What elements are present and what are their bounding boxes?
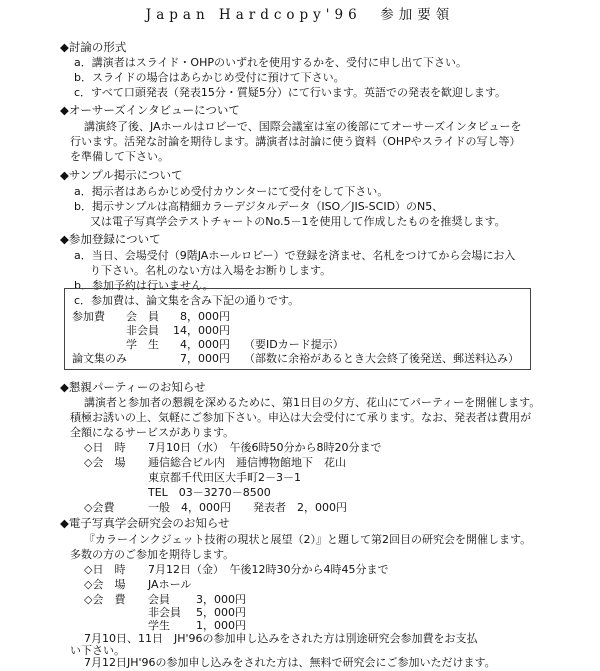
fee-category-student: 学 生 xyxy=(126,338,159,351)
seminar-note-line-1: 7月10日、11日 JH'96の参加申し込みをされた方は別途研究会参加費をお支払 xyxy=(84,632,478,645)
interview-text-line-1: 講演終了後、JAホールはロビーで、国際会議室は室の後部にてオーサーズインタビューを xyxy=(84,120,522,133)
discussion-item-a: a．講演者はスライド・OHPのいずれを使用するかを、受付に申し出て下さい。 xyxy=(74,56,467,69)
registration-item-a-line-1: a．当日、会場受付（9階JAホールロビー）で登録を済ませ、名札をつけてから会場にお入 xyxy=(74,249,516,262)
seminar-venue-label: ◇会 場 xyxy=(84,578,126,591)
party-venue-line-1: 逓信総合ビル内 逓信博物館地下 花山 xyxy=(148,456,346,469)
fee-amount-member: 8，000円 xyxy=(180,310,230,323)
party-date: 7月10日（水） 午後6時50分から8時20分まで xyxy=(148,441,382,454)
interview-text-line-3: を準備して下さい。 xyxy=(70,150,169,163)
seminar-fee-label: ◇会 費 xyxy=(84,593,126,606)
seminar-text-line-1: 『カラーインクジェット技術の現状と展望（2）』と題して第2回目の研究会を開催します。 xyxy=(84,533,532,546)
seminar-fee-amount-member: 3，000円 xyxy=(196,593,246,606)
section-heading-seminar: ◆電子写真学会研究会のお知らせ xyxy=(60,516,230,530)
seminar-fee-amount-student: 1，000円 xyxy=(196,619,246,632)
page-title: Japan Hardcopy'96 参加要領 xyxy=(145,7,455,23)
seminar-venue: JAホール xyxy=(148,578,192,591)
party-text-line-1: 講演者と参加者の懇親を深めるために、第1日目の夕方、花山にてパーティーを開催します。 xyxy=(84,396,541,409)
proceedings-label: 論文集のみ xyxy=(72,352,127,365)
party-fee-label: ◇会費 xyxy=(84,501,115,514)
section-heading-party: ◆懇親パーティーのお知らせ xyxy=(60,380,206,394)
registration-item-b: b．参加予約は行いません。 xyxy=(74,279,214,292)
party-venue-tel: TEL 03－3270－8500 xyxy=(148,486,271,499)
sample-item-b-line-2: 又は電子写真学会テストチャートのNo.5－1を使用して作成したものを推奨します。 xyxy=(90,215,506,228)
sample-item-b-line-1: b．掲示サンプルは高精細カラーデジタルデータ（ISO／JIS-SCID）のN5、 xyxy=(74,200,444,213)
seminar-note-line-2: い下さい。 xyxy=(70,644,125,657)
party-text-line-2: 積極お誘いの上、気軽にご参加下さい。申込は大会受付にて承ります。なお、発表者は費用が xyxy=(70,411,532,424)
seminar-note-line-3: 7月12日JH'96の参加申し込みをされた方は、無料で研究会にご参加いただけます。 xyxy=(84,656,496,669)
seminar-text-line-2: 多数の方のご参加を期待します。 xyxy=(70,548,235,561)
party-text-line-3: 全額になるサービスがあります。 xyxy=(70,426,235,439)
fee-label: 参加費 xyxy=(72,310,105,323)
party-date-label: ◇日 時 xyxy=(84,441,126,454)
discussion-item-c: c．すべて口頭発表（発表15分・質疑5分）にて行います。英語での発表を歓迎します。 xyxy=(74,86,507,99)
seminar-date-label: ◇日 時 xyxy=(84,563,126,576)
section-heading-discussion-format: ◆討論の形式 xyxy=(60,40,127,54)
seminar-fee-amount-nonmember: 5，000円 xyxy=(196,606,246,619)
party-venue-label: ◇会 場 xyxy=(84,456,126,469)
fee-amount-student: 4，000円 xyxy=(180,338,230,351)
fee-category-nonmember: 非会員 xyxy=(126,324,159,337)
fee-amount-nonmember: 14，000円 xyxy=(173,324,230,337)
seminar-date: 7月12日（金） 午後12時30分から4時45分まで xyxy=(148,563,389,576)
fee-note-student: （要IDカード提示） xyxy=(244,338,344,351)
interview-text-line-2: 行います。活発な討論を期待します。講演者は討論に使う資料（OHPやスライドの写し等） xyxy=(70,135,521,148)
discussion-item-b: b．スライドの場合はあらかじめ受付に預けて下さい。 xyxy=(74,71,345,84)
registration-item-c: c．参加費は、論文集を含み下記の通りです。 xyxy=(74,294,300,307)
proceedings-amount: 7，000円 xyxy=(180,352,230,365)
sample-item-a: a．掲示者はあらかじめ受付カウンターにて受付をして下さい。 xyxy=(74,185,389,198)
section-heading-registration: ◆参加登録について xyxy=(60,232,161,246)
seminar-fee-category-student: 学生 xyxy=(148,619,170,632)
fee-category-member: 会 員 xyxy=(126,310,159,323)
party-fee: 一般 4，000円 発表者 2，000円 xyxy=(148,501,347,514)
registration-item-a-line-2: り下さい。名札のない方は入場をお断りします。 xyxy=(90,264,332,277)
section-heading-sample-display: ◆サンプル掲示について xyxy=(60,168,183,182)
section-heading-authors-interview: ◆オーサーズインタビューについて xyxy=(60,103,240,117)
seminar-fee-category-member: 会員 xyxy=(148,593,170,606)
seminar-fee-category-nonmember: 非会員 xyxy=(148,606,181,619)
proceedings-note: （部数に余裕があるとき大会終了後発送、郵送料込み） xyxy=(244,352,519,365)
party-venue-line-2: 東京都千代田区大手町2－3－1 xyxy=(148,471,301,484)
